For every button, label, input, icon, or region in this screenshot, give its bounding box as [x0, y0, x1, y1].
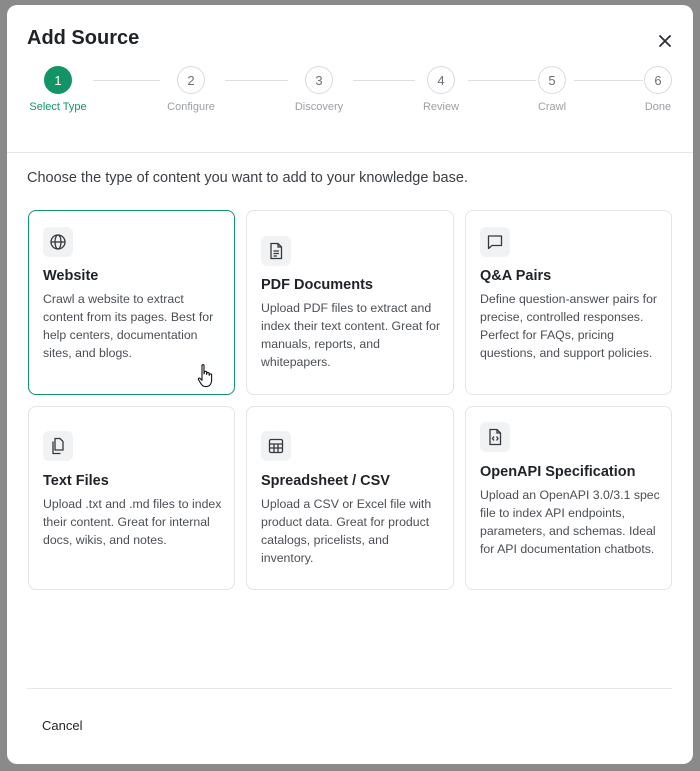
step-connector	[225, 80, 288, 81]
card-description: Upload .txt and .md files to index their content. Great for internal docs, wikis, and notes.	[43, 497, 222, 547]
card-title: Website	[43, 268, 99, 284]
table-icon	[261, 431, 291, 461]
step-1-label: Select Type	[29, 101, 87, 113]
step-6-indicator: 6	[644, 66, 672, 94]
footer-divider	[27, 688, 672, 689]
card-title: Text Files	[43, 473, 109, 489]
step-connector	[353, 80, 415, 81]
wizard-stepper	[7, 65, 693, 125]
step-4-label: Review	[422, 101, 460, 113]
files-icon	[43, 431, 73, 461]
step-3-indicator: 3	[305, 66, 333, 94]
step-connector	[468, 80, 536, 81]
card-title: PDF Documents	[261, 277, 373, 293]
card-description: Upload an OpenAPI 3.0/3.1 spec file to index API endpoints, parameters, and schemas. Ideal for API documentation chatbots.	[480, 488, 660, 556]
cancel-button[interactable]: Cancel	[42, 718, 83, 733]
card-description: Upload PDF files to extract and index their text content. Great for manuals, reports, and whitepapers.	[261, 301, 441, 369]
card-description: Define question-answer pairs for precise, controlled responses. Perfect for FAQs, pricing questions, and support policies.	[480, 292, 658, 360]
source-card-pdf-documents[interactable]	[246, 210, 454, 395]
step-5-label: Crawl	[537, 101, 567, 113]
globe-icon	[43, 227, 73, 257]
source-card-openapi-specification[interactable]	[465, 406, 672, 590]
step-connector	[93, 80, 160, 81]
card-description: Crawl a website to extract content from its pages. Best for help centers, documentation sites, and blogs.	[43, 292, 214, 360]
dialog-title: Add Source	[27, 27, 140, 49]
add-source-dialog	[7, 5, 693, 764]
source-card-qa-pairs[interactable]	[465, 210, 672, 395]
document-icon	[261, 236, 291, 266]
step-3-label: Discovery	[294, 101, 344, 113]
step-2-indicator: 2	[177, 66, 205, 94]
close-icon[interactable]	[655, 31, 675, 51]
step-1-indicator: 1	[44, 66, 72, 94]
step-connector	[574, 80, 643, 81]
step-2-label: Configure	[167, 101, 215, 113]
step-4-indicator: 4	[427, 66, 455, 94]
intro-text: Choose the type of content you want to add to your knowledge base.	[27, 170, 468, 186]
chat-bubble-icon	[480, 227, 510, 257]
card-title: Q&A Pairs	[480, 268, 552, 284]
source-card-text-files[interactable]	[28, 406, 235, 590]
hand-pointer-icon	[197, 363, 215, 389]
code-file-icon	[480, 422, 510, 452]
card-title: OpenAPI Specification	[480, 464, 636, 480]
step-5-indicator: 5	[538, 66, 566, 94]
source-card-spreadsheet-csv[interactable]	[246, 406, 454, 590]
card-title: Spreadsheet / CSV	[261, 473, 390, 489]
card-description: Upload a CSV or Excel file with product data. Great for product catalogs, pricelists, and inventory.	[261, 497, 432, 565]
step-6-label: Done	[644, 101, 672, 113]
header-divider	[7, 152, 693, 153]
